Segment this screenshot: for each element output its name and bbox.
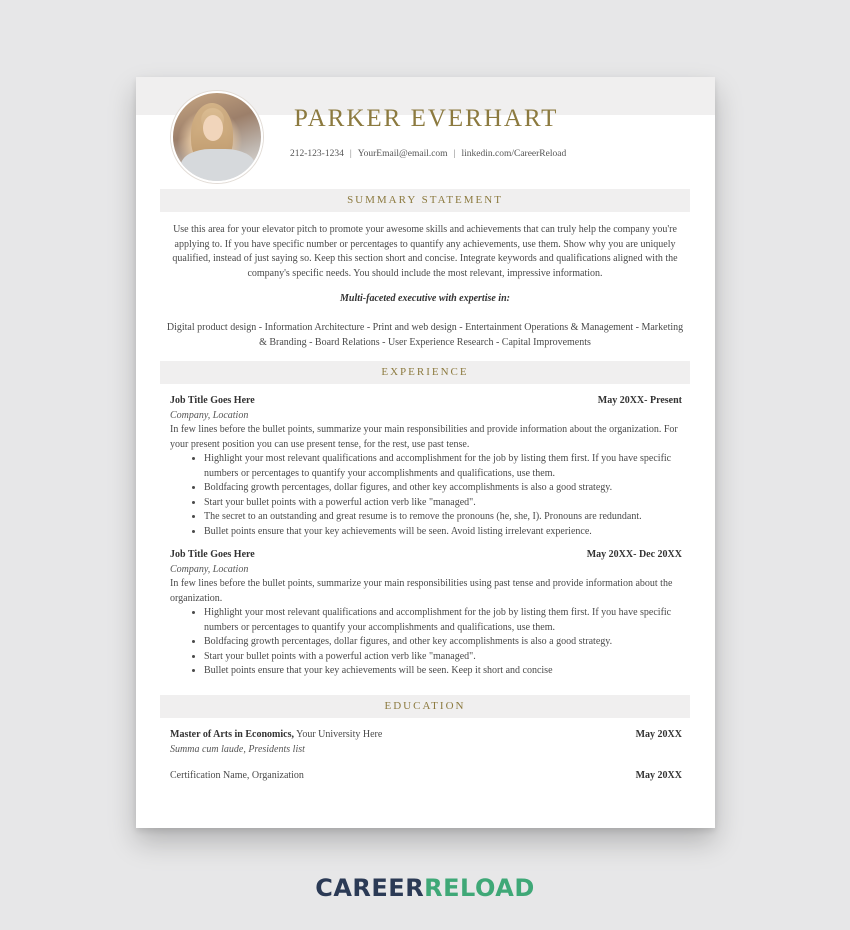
education-entry [170, 769, 682, 784]
job-dates: May 20XX- Present [597, 395, 682, 406]
contact-linkedin: linkedin.com/CareerReload [461, 149, 567, 159]
education-header [170, 769, 682, 784]
job-entry [170, 548, 682, 679]
job-company: Company, Location [170, 563, 249, 575]
job-dates: May 20XX- Dec 20XX [586, 549, 682, 560]
job-bullets [170, 452, 682, 539]
job-title: Job Title Goes Here [170, 549, 255, 560]
job-bullet: • The secret to an outstanding and great resume is to remove the pronouns (he, she, I). Pronouns are redundant. [204, 510, 682, 525]
candidate-name: PARKER EVERHART [294, 105, 559, 132]
expertise-list: Digital product design - Information Architecture - Print and web design - Entertainment Operations & Management - Marketing & Branding - Board Relations - User Experience Research - Capital Improvements [166, 322, 684, 348]
job-bullets [170, 606, 682, 679]
section-experience-heading: EXPERIENCE [160, 361, 690, 384]
brand-logo-reload: RELOAD [424, 874, 535, 902]
job-bullet: • Bullet points ensure that your key achievements will be seen. Keep it short and concise [204, 664, 682, 679]
certification-name: Certification Name, Organization [170, 770, 304, 781]
job-entry [170, 394, 682, 539]
education-entry [170, 728, 682, 757]
education-header [170, 728, 682, 743]
education-dates: May 20XX [635, 729, 682, 740]
expertise-title: Multi-faceted executive with expertise in: [340, 293, 510, 304]
contact-email: YourEmail@email.com [357, 149, 448, 159]
job-company: Company, Location [170, 409, 249, 421]
job-bullet: • Highlight your most relevant qualifications and accomplishment for the job by listing them first. If you have specific numbers or percentages to quantify your accomplishments and qualifications, use them. [204, 606, 682, 635]
job-header [170, 394, 682, 409]
contact-separator: | [349, 149, 352, 159]
job-title: Job Title Goes Here [170, 395, 255, 406]
contact-line [290, 149, 566, 159]
education-degree: Master of Arts in Economics, [170, 729, 294, 740]
profile-photo [171, 91, 263, 183]
education-school: Your University Here [293, 729, 383, 740]
photo-face [203, 115, 223, 141]
section-education-heading: EDUCATION [160, 695, 690, 718]
brand-logo-career: CAREER [315, 874, 425, 902]
summary-text: Use this area for your elevator pitch to promote your awesome skills and achievements that can truly help the company you're applying to. If you have specific number or percentages to quantify any achievements, use them. Show why you are uniquely qualified, instead of just saying so. Keep this section short and concise. Integrate keywords and qualifications aligned with the company's specific needs. You should include the most relevant, impressive information. [172, 224, 678, 279]
job-bullet: • Start your bullet points with a powerful action verb like "managed". [204, 496, 682, 511]
job-bullet: • Start your bullet points with a powerful action verb like "managed". [204, 650, 682, 665]
job-header [170, 548, 682, 563]
section-summary-heading: SUMMARY STATEMENT [160, 189, 690, 212]
contact-phone: 212-123-1234 [290, 149, 344, 159]
job-description: In few lines before the bullet points, summarize your main responsibilities using past tense and provide information about the organization. [170, 578, 673, 604]
job-bullet: • Bullet points ensure that your key achievements will be seen. Avoid listing irrelevant experience. [204, 525, 682, 540]
education-dates: May 20XX [635, 770, 682, 781]
contact-separator: | [453, 149, 456, 159]
photo-sweater [181, 149, 255, 183]
job-description: In few lines before the bullet points, summarize your main responsibilities and provide information about the organization. For your present position you can use present tense, for the rest, use past tense. [170, 424, 678, 450]
job-bullet: • Boldfacing growth percentages, dollar figures, and other key accomplishments is also a good strategy. [204, 635, 682, 650]
resume-page [136, 77, 715, 828]
job-bullet: • Highlight your most relevant qualifications and accomplishment for the job by listing them first. If you have specific numbers or percentages to quantify your accomplishments and qualifications, use them. [204, 452, 682, 481]
brand-logo [0, 874, 850, 902]
education-honors: Summa cum laude, Presidents list [170, 743, 305, 755]
job-bullet: • Boldfacing growth percentages, dollar figures, and other key accomplishments is also a good strategy. [204, 481, 682, 496]
